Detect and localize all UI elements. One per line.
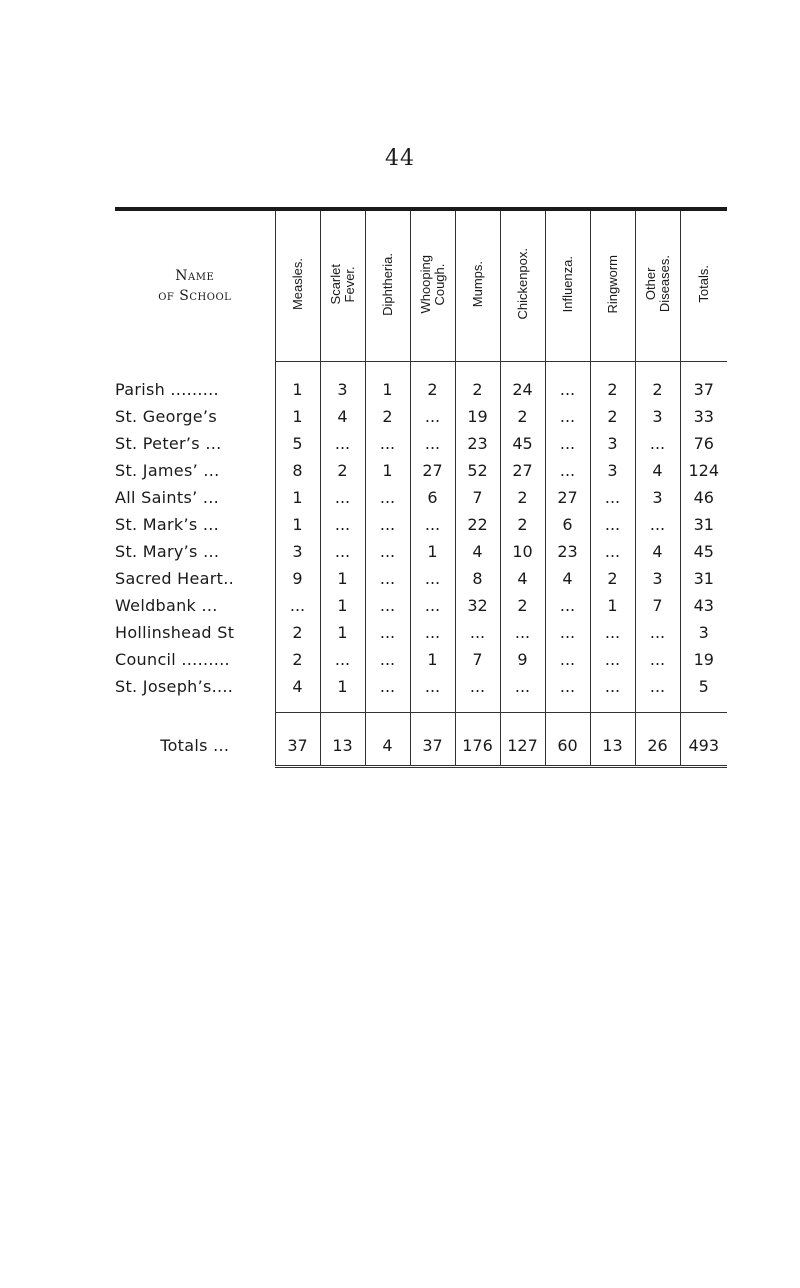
value-cell: ... (365, 538, 410, 565)
spacer-cell (320, 700, 365, 713)
value-cell: 9 (275, 565, 320, 592)
spacer-cell (365, 700, 410, 713)
value-cell: 7 (455, 646, 500, 673)
value-cell: 2 (320, 457, 365, 484)
value-cell: 60 (545, 713, 590, 767)
table-row (115, 538, 727, 565)
whooping-cough-header: Whooping Cough. (410, 211, 455, 362)
name-header-line1: Name (175, 268, 215, 285)
table-row (115, 565, 727, 592)
value-cell: 8 (455, 565, 500, 592)
school-name-cell: St. Peter’s ... (115, 434, 222, 453)
value-cell: 1 (365, 457, 410, 484)
spacer-cell (410, 700, 455, 713)
spacer-cell (500, 700, 545, 713)
value-cell: ... (545, 592, 590, 619)
value-cell: ... (590, 646, 635, 673)
value-cell: 32 (455, 592, 500, 619)
page-number: 44 (385, 146, 415, 171)
value-cell: 2 (500, 511, 545, 538)
value-cell: 2 (275, 646, 320, 673)
value-cell: 6 (545, 511, 590, 538)
value-cell: ... (320, 538, 365, 565)
value-cell: 10 (500, 538, 545, 565)
value-cell: 13 (590, 713, 635, 767)
value-cell: 493 (680, 713, 727, 767)
value-cell: 1 (320, 592, 365, 619)
value-cell: 3 (680, 619, 727, 646)
table-body (115, 362, 727, 767)
scarlet-fever-header: Scarlet Fever. (320, 211, 365, 362)
value-cell: ... (635, 619, 680, 646)
value-cell: 2 (635, 362, 680, 404)
value-cell: ... (545, 362, 590, 404)
value-cell: 76 (680, 430, 727, 457)
value-cell: 2 (410, 362, 455, 404)
value-cell: ... (410, 430, 455, 457)
value-cell: 5 (680, 673, 727, 700)
value-cell: ... (365, 592, 410, 619)
value-cell: ... (365, 511, 410, 538)
value-cell: 4 (545, 565, 590, 592)
value-cell: 4 (275, 673, 320, 700)
value-cell: ... (410, 673, 455, 700)
value-cell: ... (365, 430, 410, 457)
name-of-school-header (115, 211, 275, 362)
value-cell: 4 (320, 403, 365, 430)
value-cell: 45 (500, 430, 545, 457)
spacer-cell (275, 700, 320, 713)
spacer-row (115, 700, 727, 713)
value-cell: ... (410, 619, 455, 646)
value-cell: 13 (320, 713, 365, 767)
value-cell: 37 (275, 713, 320, 767)
value-cell: 24 (500, 362, 545, 404)
value-cell: ... (545, 646, 590, 673)
value-cell: ... (410, 592, 455, 619)
value-cell: ... (365, 619, 410, 646)
value-cell: ... (590, 484, 635, 511)
value-cell: 26 (635, 713, 680, 767)
value-cell: 52 (455, 457, 500, 484)
value-cell: 8 (275, 457, 320, 484)
value-cell: ... (410, 511, 455, 538)
value-cell: 27 (545, 484, 590, 511)
value-cell: 46 (680, 484, 727, 511)
value-cell: 4 (635, 538, 680, 565)
value-cell: 2 (500, 484, 545, 511)
value-cell: ... (365, 673, 410, 700)
table-row (115, 673, 727, 700)
value-cell: 19 (455, 403, 500, 430)
value-cell: 23 (455, 430, 500, 457)
value-cell: 2 (590, 565, 635, 592)
school-name-cell: St. Mary’s ... (115, 542, 220, 561)
value-cell: ... (320, 511, 365, 538)
value-cell: 9 (500, 646, 545, 673)
value-cell: 4 (500, 565, 545, 592)
ringworm-header: Ringworm (590, 211, 635, 362)
value-cell: 5 (275, 430, 320, 457)
value-cell: 1 (410, 646, 455, 673)
value-cell: ... (455, 673, 500, 700)
value-cell: ... (320, 646, 365, 673)
value-cell: 43 (680, 592, 727, 619)
value-cell: ... (635, 511, 680, 538)
value-cell: ... (455, 619, 500, 646)
totals-row (115, 713, 727, 767)
value-cell: 3 (275, 538, 320, 565)
value-cell: ... (545, 430, 590, 457)
value-cell: 2 (365, 403, 410, 430)
table-row (115, 430, 727, 457)
value-cell: 127 (500, 713, 545, 767)
value-cell: ... (590, 619, 635, 646)
influenza-header: Influenza. (545, 211, 590, 362)
value-cell: 1 (590, 592, 635, 619)
spacer-cell (680, 700, 727, 713)
value-cell: ... (635, 430, 680, 457)
value-cell: 1 (275, 484, 320, 511)
value-cell: 1 (320, 673, 365, 700)
value-cell: 45 (680, 538, 727, 565)
value-cell: ... (590, 538, 635, 565)
totals-header: Totals. (680, 211, 727, 362)
value-cell: ... (545, 673, 590, 700)
value-cell: 124 (680, 457, 727, 484)
school-disease-table (115, 211, 727, 768)
mumps-header: Mumps. (455, 211, 500, 362)
value-cell: 37 (680, 362, 727, 404)
table-row (115, 646, 727, 673)
value-cell: 176 (455, 713, 500, 767)
value-cell: 31 (680, 511, 727, 538)
school-name-cell: St. Joseph’s.... (115, 677, 234, 696)
disease-table (115, 211, 727, 768)
value-cell: 1 (410, 538, 455, 565)
value-cell: 2 (500, 403, 545, 430)
school-name-cell: All Saints’ ... (115, 488, 220, 507)
value-cell: ... (365, 646, 410, 673)
spacer-cell (590, 700, 635, 713)
value-cell: 2 (455, 362, 500, 404)
value-cell: 1 (275, 362, 320, 404)
value-cell: ... (320, 430, 365, 457)
name-header-line2: of School (158, 288, 232, 305)
value-cell: 1 (320, 565, 365, 592)
value-cell: ... (365, 565, 410, 592)
value-cell: 2 (590, 403, 635, 430)
school-name-cell: Sacred Heart.. (115, 569, 234, 588)
spacer-cell (545, 700, 590, 713)
value-cell: ... (635, 673, 680, 700)
value-cell: ... (590, 673, 635, 700)
value-cell: 4 (365, 713, 410, 767)
value-cell: ... (410, 565, 455, 592)
school-name-cell: St. James’ ... (115, 461, 220, 480)
table-row (115, 457, 727, 484)
value-cell: 1 (275, 511, 320, 538)
value-cell: 3 (635, 484, 680, 511)
school-name-cell: St. George’s (115, 407, 217, 426)
value-cell: 3 (320, 362, 365, 404)
table-row (115, 403, 727, 430)
value-cell: 3 (590, 430, 635, 457)
value-cell: 2 (275, 619, 320, 646)
value-cell: ... (410, 403, 455, 430)
diphtheria-header: Diphtheria. (365, 211, 410, 362)
spacer-cell (455, 700, 500, 713)
school-name-cell: Hollinshead St (115, 623, 235, 642)
value-cell: ... (275, 592, 320, 619)
value-cell: 2 (590, 362, 635, 404)
value-cell: 27 (500, 457, 545, 484)
school-name-cell: St. Mark’s ... (115, 515, 220, 534)
value-cell: 19 (680, 646, 727, 673)
value-cell: 22 (455, 511, 500, 538)
value-cell: ... (320, 484, 365, 511)
value-cell: ... (590, 511, 635, 538)
spacer-cell (115, 700, 275, 713)
table-row (115, 592, 727, 619)
value-cell: 1 (365, 362, 410, 404)
value-cell: 6 (410, 484, 455, 511)
value-cell: 23 (545, 538, 590, 565)
value-cell: 7 (635, 592, 680, 619)
chickenpox-header: Chickenpox. (500, 211, 545, 362)
table-row (115, 511, 727, 538)
value-cell: ... (365, 484, 410, 511)
value-cell: ... (545, 457, 590, 484)
school-name-cell: Totals ... (160, 736, 230, 755)
value-cell: ... (500, 619, 545, 646)
value-cell: ... (635, 646, 680, 673)
value-cell: 31 (680, 565, 727, 592)
value-cell: 4 (635, 457, 680, 484)
measles-header: Measles. (275, 211, 320, 362)
header-row (115, 211, 727, 362)
value-cell: ... (545, 619, 590, 646)
school-name-cell: Weldbank ... (115, 596, 218, 615)
value-cell: 3 (635, 403, 680, 430)
other-diseases-header: Other Diseases. (635, 211, 680, 362)
value-cell: 37 (410, 713, 455, 767)
value-cell: 1 (320, 619, 365, 646)
school-name-cell: Council ......... (115, 650, 230, 669)
table-row (115, 484, 727, 511)
value-cell: 7 (455, 484, 500, 511)
value-cell: 2 (500, 592, 545, 619)
value-cell: ... (500, 673, 545, 700)
value-cell: 33 (680, 403, 727, 430)
spacer-cell (635, 700, 680, 713)
value-cell: 3 (590, 457, 635, 484)
table-row (115, 362, 727, 404)
value-cell: 3 (635, 565, 680, 592)
value-cell: 27 (410, 457, 455, 484)
school-name-cell: Parish ......... (115, 379, 219, 399)
table-row (115, 619, 727, 646)
value-cell: 1 (275, 403, 320, 430)
value-cell: 4 (455, 538, 500, 565)
value-cell: ... (545, 403, 590, 430)
